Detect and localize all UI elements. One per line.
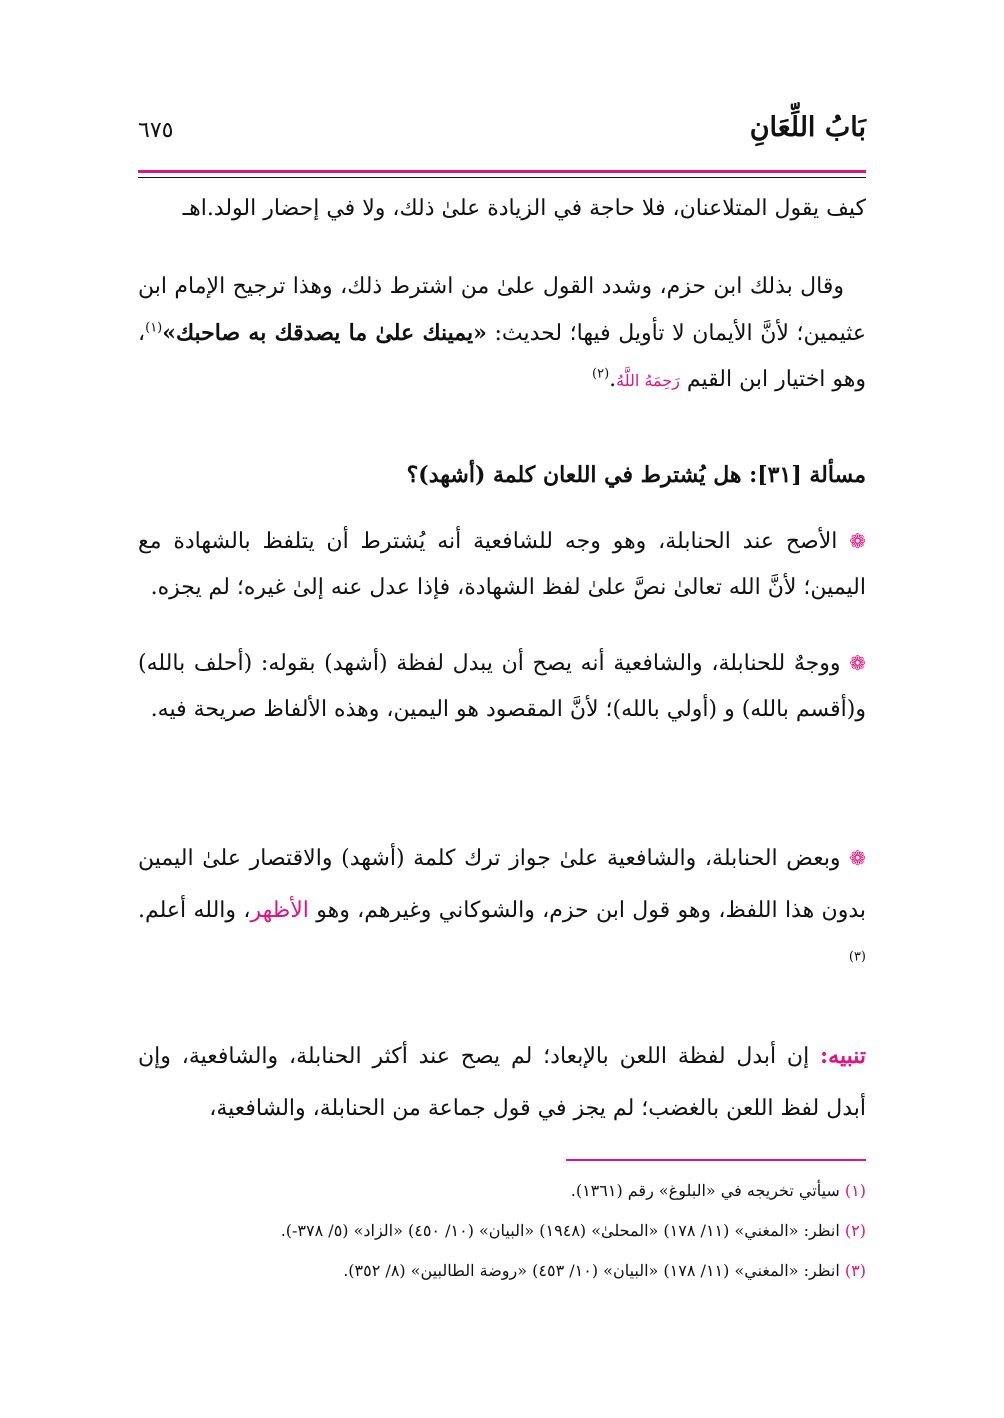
page-header [138,112,866,156]
footnote-1 [138,1178,866,1204]
highlight-word: الأظهر [250,898,309,923]
paragraph-2 [138,264,866,404]
point-3-text-a: وبعض الحنابلة، والشافعية علىٰ جواز ترك كلمة (أشهد) والاقتصار علىٰ اليمين بدون هذا اللفظ، وهو قول ابن حزم، والشوكاني وغيرهم، وهو [138,846,866,923]
footnote-3 [138,1258,866,1284]
footnote-number: (٣) [844,1261,866,1280]
notice-paragraph [138,1030,866,1135]
point-1 [138,518,866,611]
header-rule-thin [138,177,866,178]
issue-heading [138,462,866,488]
header-rule-accent [138,170,866,173]
footnote-number: (١) [844,1181,866,1200]
page-number: ٦٧٥ [138,118,174,143]
footnote-2 [138,1218,866,1244]
paragraph-1: كيف يقول المتلاعنان، فلا حاجة في الزيادة علىٰ ذلك، ولا في إحضار الولد.اهـ [182,196,866,221]
footnote-text: انظر: «المغني» (١١/ ١٧٨) «المحلىٰ» (١٩٤٨) «البيان» (١٠/ ٤٥٠) «الزاد» (٥/ ٣٧٨-). [280,1221,845,1240]
footnote-ref-1: (١) [145,320,163,336]
footnote-text: سيأتي تخريجه في «البلوغ» رقم (١٣٦١). [570,1181,845,1200]
point-2 [138,640,866,733]
flower-marker-icon: ❁ [849,651,867,675]
chapter-title: بَابُ اللِّعَانِ [749,112,866,143]
notice-label: تنبيه: [820,1043,866,1069]
flower-marker-icon: ❁ [849,529,866,553]
paragraph-2-text-a: وقال بذلك ابن حزم، وشدد القول علىٰ من اشترط ذلك، وهذا ترجيح الإمام ابن عثيمين؛ لأنَّ الأيمان لا تأويل فيها؛ لحديث: [138,274,867,346]
honorific: رَحِمَهُ اللَّهُ [616,371,680,390]
footnote-ref-3: (٣) [848,949,866,965]
point-2-text: ووجهٌ للحنابلة، والشافعية أنه يصح أن يبدل لفظة (أشهد) بقوله: (أحلف بالله) و(أقسم بالله) و (أولي بالله)؛ لأنَّ المقصود هو اليمين، وهذه الألفاظ صريحة فيه. [138,651,866,722]
issue-label: مسألة [٣١]: [749,462,866,488]
flower-marker-icon: ❁ [849,846,866,870]
point-3 [138,832,866,989]
point-3-text-b: ، والله أعلم. [138,898,251,923]
hadith-quote: «يمينك علىٰ ما يصدقك به صاحبك» [162,320,487,346]
notice-text: إن أبدل لفظة اللعن بالإبعاد؛ لم يصح عند أكثر الحنابلة، والشافعية، وإن أبدل لفظ اللعن بالغضب؛ لم يجز في قول جماعة من الحنابلة، والشافعية، [138,1044,866,1121]
point-1-text: الأصح عند الحنابلة، وهو وجه للشافعية أنه يُشترط أن يتلفظ بالشهادة مع اليمين؛ لأنَّ الله تعالىٰ نصَّ علىٰ لفظ الشهادة، فإذا عدل عنه إلىٰ غيره؛ لم يجزه. [138,529,866,600]
paragraph-2-text-c: . [609,367,617,392]
footnote-text: انظر: «المغني» (١١/ ١٧٨) «البيان» (١٠/ ٤٥٣) «روضة الطالبين» (٨/ ٣٥٢). [343,1261,845,1280]
footnote-ref-2: (٢) [592,366,610,382]
paragraph-2-text-b: ، وهو اختيار ابن القيم [138,321,866,392]
issue-title: هل يُشترط في اللعان كلمة (أشهد)؟ [406,462,750,488]
footnote-rule [566,1159,866,1161]
footnote-number: (٢) [844,1221,866,1240]
